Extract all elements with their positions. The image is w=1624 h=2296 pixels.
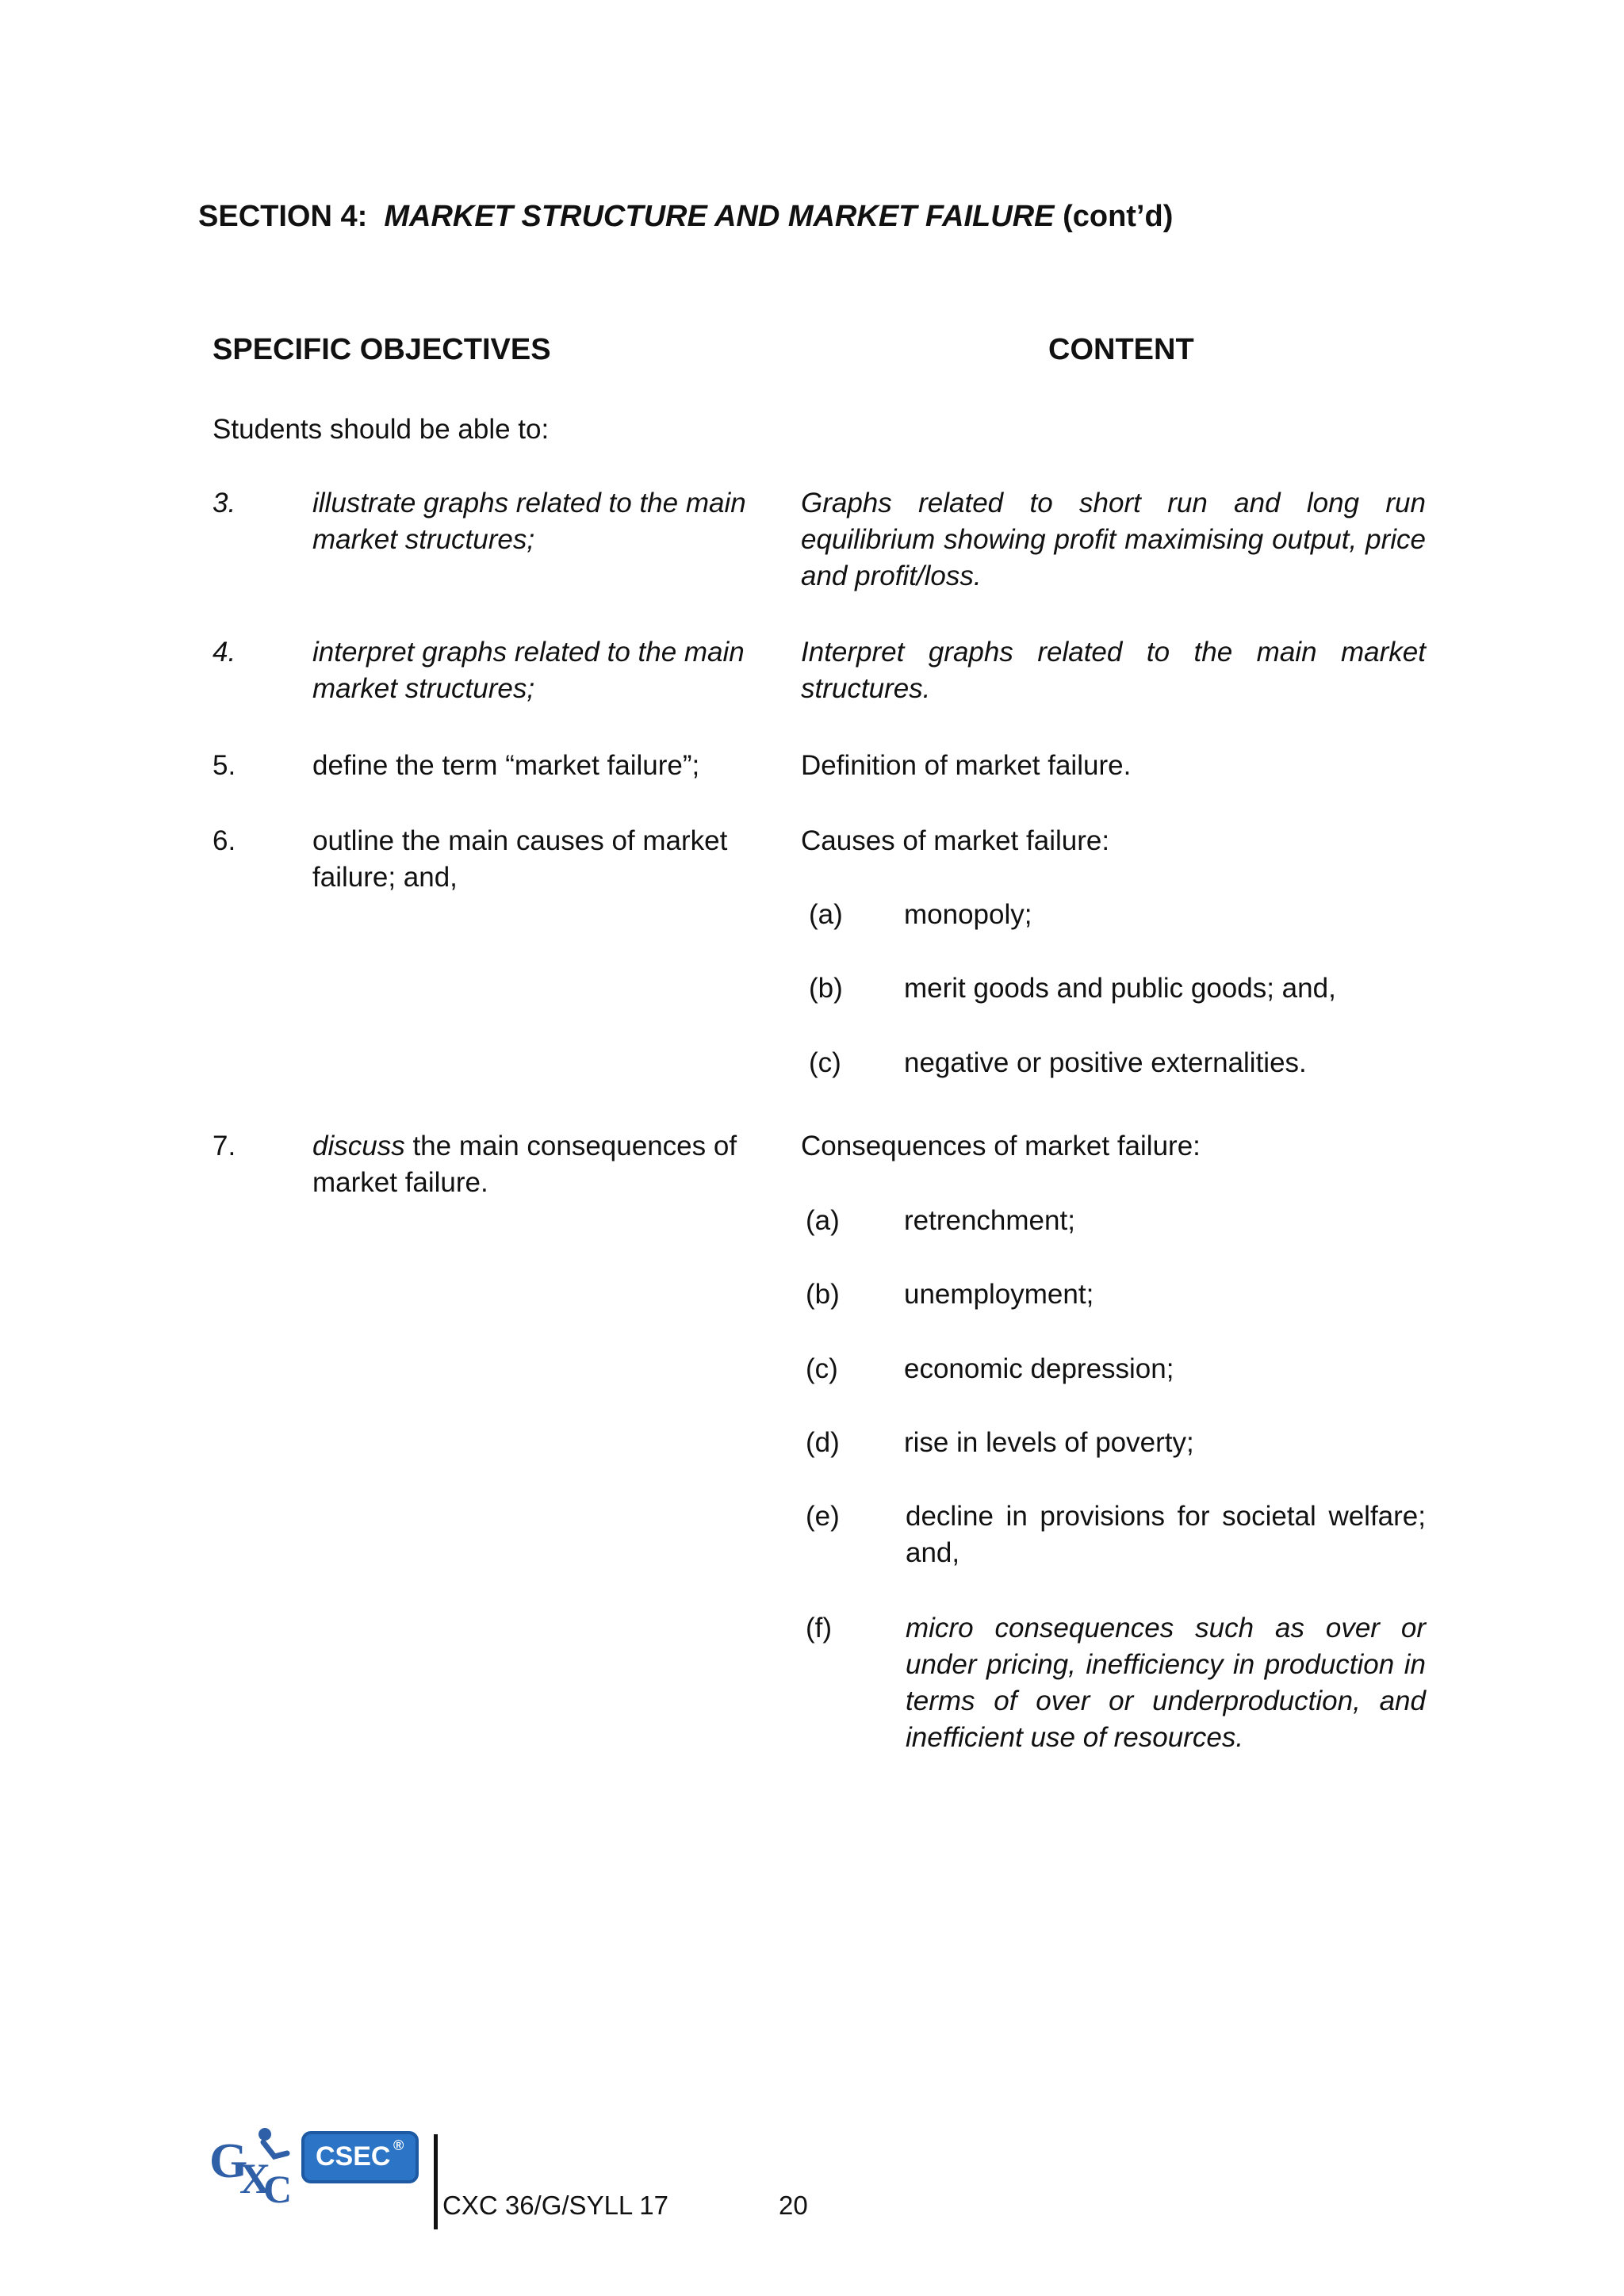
- objective-content: Graphs related to short run and long run equilibrium showing profit maximising output, price and profit/loss.: [801, 488, 1426, 591]
- objective-rest: the main consequences of market failure.: [312, 1131, 737, 1198]
- consequence-text: micro consequences such as over or under pricing, inefficiency in production in terms of over or underproduction, and inefficient use of resources.: [906, 1613, 1426, 1753]
- svg-text:G: G: [209, 2134, 248, 2188]
- consequence-label: (c): [806, 1353, 838, 1384]
- cause-label: (c): [809, 1047, 841, 1078]
- objective-text: [312, 1128, 756, 1201]
- registered-mark: ®: [393, 2137, 404, 2153]
- content-header: CONTENT: [1048, 333, 1194, 366]
- csec-badge: [301, 2131, 419, 2183]
- consequence-text: economic depression;: [904, 1353, 1174, 1384]
- cxc-logo: [208, 2125, 301, 2204]
- svg-text:C: C: [263, 2167, 293, 2204]
- objective-text: define the term “market failure”;: [312, 750, 700, 781]
- intro-text: Students should be able to:: [213, 414, 550, 445]
- cause-text: merit goods and public goods; and,: [904, 973, 1336, 1004]
- objective-content: Consequences of market failure:: [801, 1131, 1201, 1161]
- cause-label: (a): [809, 899, 843, 930]
- section-title: MARKET STRUCTURE AND MARKET FAILURE: [384, 200, 1055, 233]
- objective-content: Interpret graphs related to the main market structures.: [801, 637, 1426, 704]
- objective-number: 7.: [213, 1131, 236, 1161]
- consequence-label: (e): [806, 1501, 840, 1532]
- objective-number: 3.: [213, 488, 236, 519]
- cause-text: monopoly;: [904, 899, 1032, 930]
- objective-content: Definition of market failure.: [801, 750, 1132, 781]
- section-heading: [198, 198, 1173, 235]
- csec-badge-text: CSEC: [316, 2141, 391, 2172]
- objective-content: Causes of market failure:: [801, 825, 1110, 856]
- cxc-emblem-icon: [208, 2125, 301, 2204]
- svg-text:X: X: [239, 2155, 270, 2202]
- consequence-label: (f): [806, 1613, 833, 1644]
- syllabus-code: CXC 36/G/SYLL 17: [442, 2191, 668, 2220]
- cause-label: (b): [809, 973, 843, 1004]
- consequence-label: (b): [806, 1279, 840, 1310]
- objective-text: illustrate graphs related to the main market structures;: [312, 488, 746, 555]
- page-number: 20: [779, 2191, 808, 2220]
- cause-text: negative or positive externalities.: [904, 1047, 1307, 1078]
- objectives-header: SPECIFIC OBJECTIVES: [213, 333, 551, 366]
- objective-number: 5.: [213, 750, 236, 781]
- objective-text: outline the main causes of market failure; and,: [312, 825, 728, 893]
- footer-divider: [434, 2134, 438, 2229]
- consequence-text: unemployment;: [904, 1279, 1094, 1310]
- section-suffix: (cont’d): [1063, 200, 1174, 233]
- consequence-text: retrenchment;: [904, 1205, 1075, 1236]
- consequence-label: (d): [806, 1427, 840, 1458]
- section-prefix: SECTION 4:: [198, 200, 368, 233]
- consequence-text: rise in levels of poverty;: [904, 1427, 1194, 1458]
- objective-text: interpret graphs related to the main market structures;: [312, 637, 745, 704]
- consequence-label: (a): [806, 1205, 840, 1236]
- objective-number: 4.: [213, 637, 236, 668]
- consequence-text: decline in provisions for societal welfare; and,: [906, 1501, 1426, 1568]
- objective-emphasis: discuss: [312, 1131, 405, 1161]
- objective-number: 6.: [213, 825, 236, 856]
